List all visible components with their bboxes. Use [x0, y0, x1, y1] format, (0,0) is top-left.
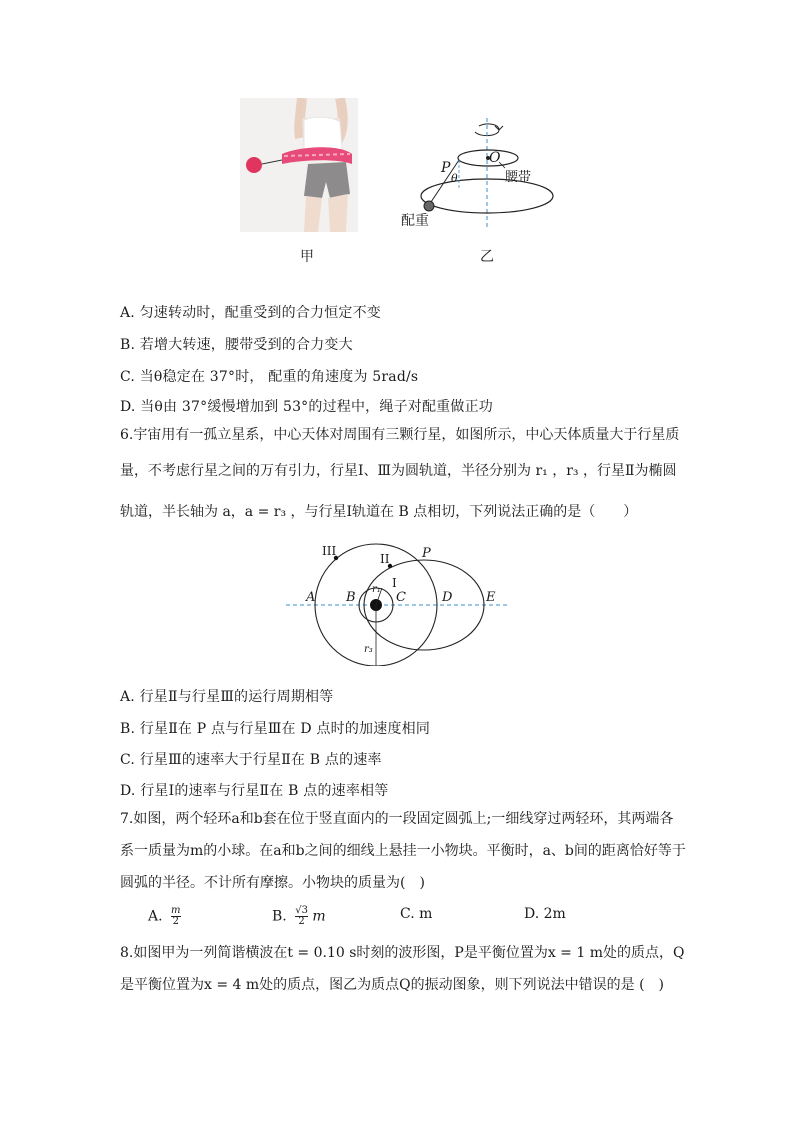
q6-option-d: D. 行星Ⅰ的速率与行星Ⅱ在 B 点的速率相等: [120, 783, 389, 799]
q7-option-a-numerator: m: [171, 905, 181, 916]
label-point-d: D: [442, 590, 453, 605]
q5-option-b: B. 若增大转速，腰带受到的合力变大: [120, 337, 353, 353]
label-o: O: [489, 150, 501, 166]
q6-stem-line-2: 量，不考虑行星之间的万有引力，行星Ⅰ、Ⅲ为圆轨道，半径分别为 r₁ ，r₃ ，行星Ⅱ为椭圆: [120, 463, 677, 479]
q7-option-b-prefix: B.: [272, 908, 287, 925]
q5-option-c: C. 当θ稳定在 37°时， 配重的角速度为 5rad/s: [120, 369, 419, 385]
q7-option-b-numerator: √3: [295, 905, 308, 916]
label-theta: θ: [451, 172, 458, 185]
q5-option-a: A. 匀速转动时，配重受到的合力恒定不变: [120, 305, 382, 321]
q6-option-b: B. 行星Ⅱ在 P 点与行星Ⅲ在 D 点时的加速度相同: [120, 721, 431, 737]
figure-caption-yi: 乙: [480, 249, 494, 265]
label-r3: r₃: [364, 644, 373, 655]
hula-hoop-photo: [240, 98, 358, 232]
label-point-a: A: [306, 590, 316, 605]
q7-option-a-fraction: [171, 906, 180, 927]
q7-option-b: [272, 906, 326, 927]
q5-option-d: D. 当θ由 37°缓慢增加到 53°的过程中，绳子对配重做正功: [120, 399, 493, 415]
q7-option-b-denominator: 2: [298, 916, 305, 927]
q7-option-a-prefix: A.: [148, 908, 163, 925]
label-point-c: C: [396, 590, 406, 605]
q7-option-c: C. m: [400, 906, 433, 922]
q7-stem-line-2: 系一质量为m的小球。在a和b之间的细线上悬挂一小物块。平衡时，a、b间的距离恰好等于: [120, 843, 686, 859]
label-p: P: [441, 160, 451, 176]
hula-hoop-photo-drawing: [240, 98, 358, 232]
q6-option-c: C. 行星Ⅲ的速率大于行星Ⅱ在 B 点的速率: [120, 752, 382, 768]
label-point-b: B: [346, 590, 356, 605]
label-point-e: E: [486, 590, 496, 605]
orbit-diagram: [286, 540, 510, 666]
q8-stem-line-2: 是平衡位置为x = 4 m处的质点，图乙为质点Q的振动图象，则下列说法中错误的是 ( ): [120, 977, 665, 993]
q6-stem-line-3: 轨道，半长轴为 a，a = r₃ ，与行星Ⅰ轨道在 B 点相切，下列说法正确的是（ ）: [120, 504, 638, 520]
q7-stem-line-3: 圆弧的半径。不计所有摩擦。小物块的质量为( ): [120, 875, 425, 891]
label-orbit-i: I: [392, 576, 397, 590]
label-orbit-ii: II: [380, 552, 390, 566]
q7-stem-line-1: 7.如图，两个轻环a和b套在位于竖直面内的一段固定圆弧上;一细线穿过两轻环，其两端各: [120, 811, 674, 827]
label-weight: 配重: [401, 213, 429, 229]
q7-option-b-fraction: [295, 906, 308, 927]
label-orbit-iii: III: [322, 544, 337, 558]
q7-option-a-denominator: 2: [172, 916, 179, 927]
q7-option-b-suffix: m: [312, 908, 326, 925]
figure-caption-jia: 甲: [300, 249, 314, 265]
label-point-p: P: [422, 546, 431, 561]
q8-stem-line-1: 8.如图甲为一列简谐横波在t = 0.10 s时刻的波形图，P是平衡位置为x = 1 m处的质点，Q: [120, 945, 685, 961]
label-belt: 腰带: [505, 170, 532, 185]
q6-stem-line-1: 6.宇宙用有一孤立星系，中心天体对周围有三颗行星，如图所示，中心天体质量大于行星质: [120, 427, 680, 443]
q7-option-d: D. 2m: [524, 906, 566, 922]
q7-option-a: [148, 906, 181, 927]
belt-diagram: [395, 118, 565, 248]
label-r1: r₁: [372, 584, 381, 595]
q6-option-a: A. 行星Ⅱ与行星Ⅲ的运行周期相等: [120, 689, 334, 705]
